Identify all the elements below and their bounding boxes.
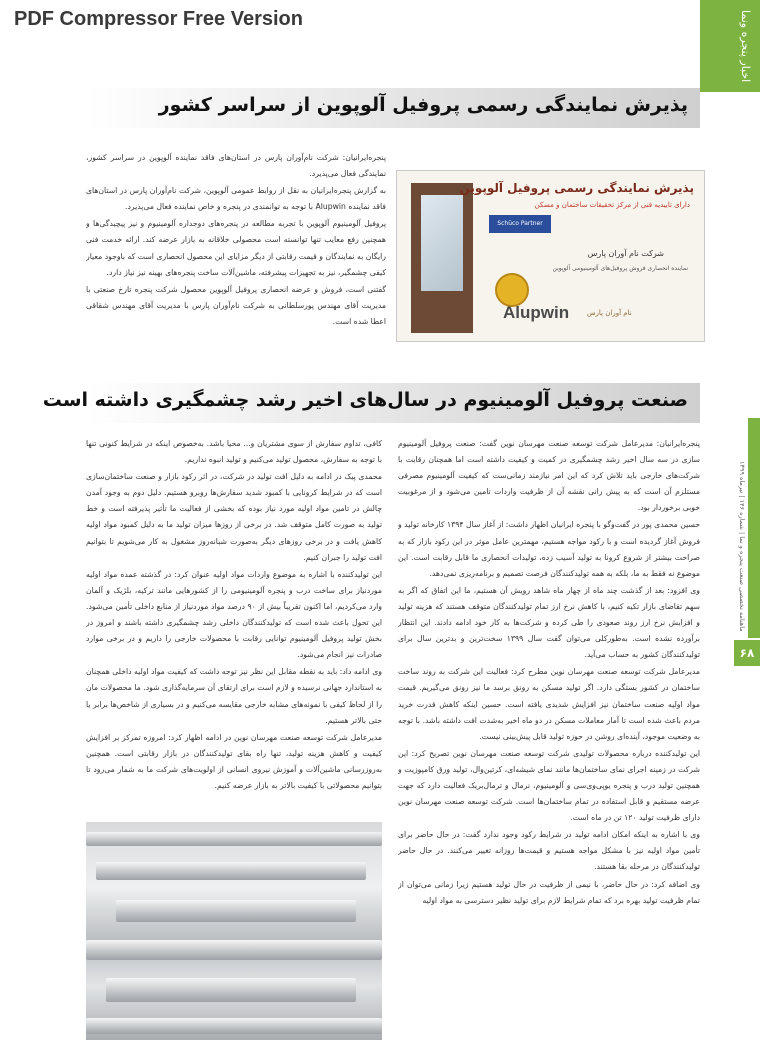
article1-paragraph: گفتنی است، فروش و عرضه انحصاری پروفیل آلوپوین محصول شرکت پنجره تارخ صنعتی با مدیریت آقای مهندس پورسلطانی به شرکت نام‌آوران پارس با مدیریت آقای مهندس شقاقی اعطا شده است. [86,284,386,326]
alupwin-logo: Alupwin [503,303,570,322]
watermark-text: PDF Compressor Free Version [14,8,303,30]
article2-paragraph: وی افزود: بعد از گذشت چند ماه از چهار ماه شاهد رویش آن هستیم، ما این اتفاق که اگر به سهم تقاضای بازار تکیه کنیم، با کاهش نرخ ارز تمام تولیدکنندگان متوقف هستند که هزینه تولید و افزایش نرخ ارز روند صعودی را طی کرده و شرکت‌ها به کار خود ادامه دادند. این انتظار برآورده نشده است. به‌طورکلی می‌توان گفت سال ۱۳۹۹ سخت‌ترین و بدترین سال برای تولیدکنندگان کشور به حساب می‌آید. [398,585,700,660]
ad-company-name: شرکت نام آوران پارس [587,249,664,258]
article2-title-banner [42,383,700,423]
article2-paragraph: مدیرعامل شرکت توسعه صنعت مهرسان نوین مطرح کرد: فعالیت این شرکت به روند ساخت ساختمان در کشور بستگی دارد. اگر تولید مسکن به رونق برسد ما نیز رونق می‌گیریم. قیمت مواد اولیه صنعت ساختمان نیز افزایش شدیدی یافته است. حسین اینکه کاهش قدرت خرید مردم باعث شده است تا آمار معاملات مسکن در دو ماه اخیر به‌شدت افت داشته باشد. با توجه به وضعیت موجود، آینده‌ای روشن در حوزه تولید قابل پیش‌بینی نیست. [398,667,700,741]
article2-paragraph: مدیرعامل شرکت توسعه صنعت مهرسان نوین در ادامه اظهار کرد: امروزه تمرکز بر افزایش کیفیت و کاهش هزینه تولید، تنها راه بقای تولیدکنندگان در بازار رقابتی است. همچنین به‌روزرسانی ماشین‌آلات و آموزش نیروی انسانی از اولویت‌های شرکت ما به شمار می‌رود تا بتوانیم محصولاتی با کیفیت بالاتر به بازار عرضه کنیم. [86,732,382,790]
article2-paragraph: وی ادامه داد: باید به نقطه مقابل این نظر نیز توجه داشت که کیفیت مواد اولیه داخلی همچنان به استاندارد جهانی نرسیده و لازم است برای ارتقای آن سرمایه‌گذاری شود. ما محصولات مان را از لحاظ کیفی با نمونه‌های مشابه خارجی مقایسه می‌کنیم و در بسیاری از شاخص‌ها برابر یا حتی بالاتر هستیم. [86,667,382,725]
article1-paragraph: پنجره‌ایرانیان: شرکت نام‌آوران پارس در استان‌های فاقد نماینده آلوپوین در سراسر کشور، نمایندگی فعال می‌پذیرد. [86,153,386,179]
article2-paragraph: پنجره‌ایرانیان: مدیرعامل شرکت توسعه صنعت مهرسان نوین گفت: صنعت پروفیل آلومینیوم‌ سازی در سه سال اخیر رشد چشمگیری در کمیت و کیفیت داشته است اما همچنان رقابت با شرکت‌های خارجی باید تلاش کرد که این امر نیازمند زمانی‌ست که کیفیت آلومینیوم مصرفی مستلزم آن است که به پیش‌ رانی نقشه آن از ظرفیت واردات تامین می‌شود و از مرغوبیت خوبی برخوردار بود. [398,439,700,513]
article2-right-column [398,436,700,1040]
article2-title: صنعت پروفیل آلومینیوم در سال‌های اخیر رشد چشمگیری داشته است [42,389,688,411]
article1-title: پذیرش نمایندگی رسمی پروفیل آلوپوین از سراسر کشور [158,94,688,116]
magazine-running-text: ماهنامه تخصصی صنعت پنجره و نما | شماره ۱۴۶ | تیرماه ۱۳۹۹ [738,461,746,632]
article1-paragraph: پروفیل آلومینیوم آلوپوین با تجربه مطالعه در پنجره‌های دوجداره آلومینیوم و نیز پیچیدگی‌ها و همچنین رفع معایب تنها توانسته است محصولی خلاقانه به بازار عرضه کند. ارائه خدمت فنی رایگان به نمایندگان و قیمت رقابتی از دیگر مزایای این محصول انحصاری است که باوجود معیار کیفی چشمگیر، نیز به تجهیزات پیشرفته، ماشین‌آلات ساخت پنجره‌های بهینه نیز نیاز دارد. [86,219,386,277]
namavaran-logo: نام آوران پارس [587,309,632,317]
ad-description: نماینده انحصاری فروش پروفیل‌های آلومینیومی آلوپوین [552,265,688,272]
section-tab-label: اخبار پنجره ونما [739,9,752,83]
alupwin-advertisement [396,170,705,342]
article1-body [86,150,386,370]
article2-paragraph: حسین محمدی‌ پور در گفت‌وگو با پنجره ایرانیان اظهار داشت: از آغاز سال ۱۳۹۴ کارخانه تولید و فروش آغاز گردیده است و با رکود مواجه هستیم، مهمترین عامل موثر در این رکود بازار که به‌ صراحت بیشتر از شروع کرونا به تولید آسیب زده، تولیدات انحصاری ما قابل رقابت است. این موضوع نه‌ فقط به ما، بلکه به همه تولیدکنندگان فرصت تصمیم و برنامه‌ریزی نمی‌دهد. [398,520,700,578]
article1-paragraph: به گزارش پنجره‌ایرانیان به نقل از روابط عمومی آلوپوین، شرکت نام‌آوران پارس در استان‌های فاقد نماینده Alupwin با توجه به توانمندی در پنجره و خاص نماینده فعال می‌پذیرد. [86,186,386,212]
window-glass-image [421,195,463,291]
article2-paragraph: وی اضافه کرد: در حال حاضر، با نیمی از ظرفیت در حال تولید هستیم زیرا زمانی می‌توان از تمام ظرفیت تولید بهره برد که تمام شرایط لازم برای تولید نظیر دسترسی به مواد اولیه [398,879,700,905]
quality-seal-icon [495,273,529,307]
article2-paragraph: محمدی‌ پیک در ادامه به دلیل افت تولید در شرکت، در اثر رکود بازار و صنعت ساختمان‌سازی است که در شرایط کرونایی با کمبود شدید سفارش‌ها روبرو هستیم. دلیل دوم به وجود آمدن چالش در تامین مواد اولیه مورد نیاز بوده که بخشی از فعالیت ما تأثیر پذیرفته است و خط تولید به‌ صورت کامل متوقف شد. در برخی از روزها میزان تولید ما به دلیل کمبود مواد اولیه کاهش یافت و در برخی روزهای دیگر به‌صورت شبانه‌روز مشغول به کار می‌شویم تا بتوانیم افت تولید را جبران کنیم. [86,472,382,562]
article2-paragraph: این تولیدکننده با اشاره به موضوع واردات مواد اولیه عنوان کرد: در گذشته عمده مواد اولیه موردنیاز برای ساخت درب و پنجره آلومینیومی را از کشورهایی مانند ترکیه، بلژیک و آلمان وارد می‌کردیم، اما اکنون تقریباً بیش از ۹۰ درصد مواد موردنیاز از منابع داخلی تأمین می‌شود. این تحول باعث شده است که تولیدکنندگان داخلی رشد چشمگیری داشته باشند و امروز در بخش تولید پروفیل آلومینیوم توانایی رقابت با محصولات خارجی را داریم و در برخی موارد صادرات نیز انجام می‌شود. [86,569,382,660]
article2-paragraph: کافی، تداوم سفارش از سوی مشتریان و... محیا باشد. به‌خصوص اینکه در شرایط کنونی تنها با توجه به سفارش، محصول تولید می‌کنیم و تولید انبوه نداریم. [86,439,382,465]
article1-title-banner [86,88,700,128]
side-accent-bar [748,418,760,638]
article2-paragraph: وی با اشاره به اینکه امکان ادامه تولید در شرایط رکود وجود ندارد گفت: در حال حاضر برای تأمین مواد اولیه نیز با مشکل مواجه هستیم و قیمت‌ها روزانه تغییر می‌کنند. در حال حاضر تولیدکنندگان در مرحله بقا هستند. [398,830,700,872]
ad-title: پذیرش نمایندگی رسمی پروفیل آلوپوین [459,181,694,195]
aluminum-profiles-photo [86,822,382,1040]
ad-subtitle: دارای تاییدیه فنی از مرکز تحقیقات ساختمان و مسکن [534,201,690,209]
article2-left-column [86,436,382,816]
partner-badge: Schüco Partner [489,215,551,233]
article2-paragraph: این تولیدکننده درباره محصولات تولیدی شرکت توسعه صنعت مهرسان نوین تصریح کرد: این شرکت در زمینه اجرای نمای ساختمان‌ها مانند نمای شیشه‌ای، کرتین‌وال، تولید ورق کامپوزیت و همچنین تولید درب و پنجره یوپی‌وی‌سی و آلومینیوم، نرمال و ترمال‌بریک فعالیت دارد که جهت عرضه مستقیم و قابل استفاده در تمام ساختمان‌ها است. شرکت توسعه صنعت مهرسان نوین دارای ظرفیت تولید ۱۲۰ تن در ماه است. [398,748,700,823]
page-number: ۶۸ [734,640,760,666]
